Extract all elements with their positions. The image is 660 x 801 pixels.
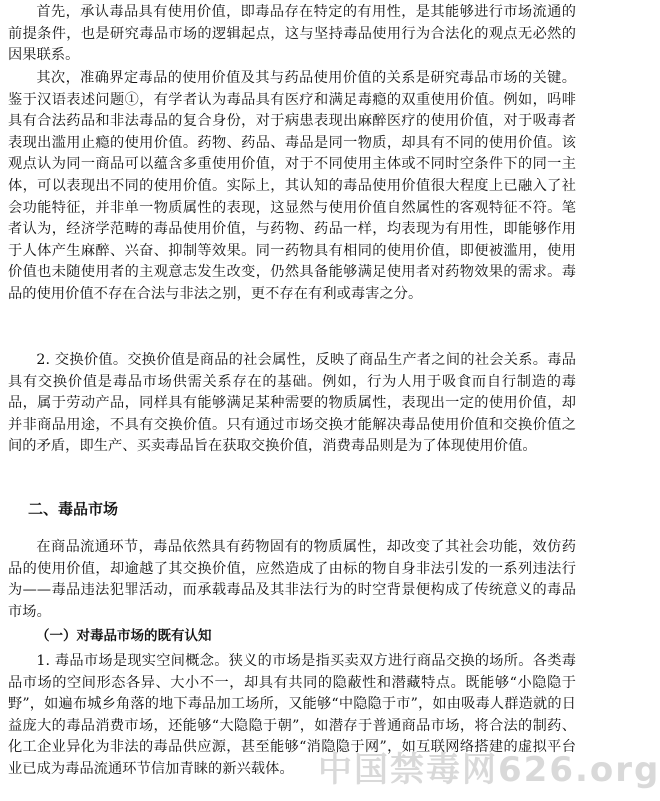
subsection-heading: （一）对毒品市场的既有认知 bbox=[36, 628, 212, 644]
section-heading: 二、毒品市场 bbox=[28, 500, 119, 518]
paragraph-use-value-definition: 其次，准确界定毒品的使用价值及其与药品使用价值的关系是研究毒品市场的关键。鉴于汉语表述问题①，有学者认为毒品具有医疗和满足毒瘾的双重使用价值。例如，吗啡具有合法药品和非法毒品的复合身份，对于病患表现出麻醉医疗的使用价值，对于吸毒者表现出滥用止瘾的使用价值。药物、药品、毒品是同一物质，却具有不同的使用价值。该观点认为同一商品可以蕴含多重使用价值，对于不同使用主体或不同时空条件下的同一主体，可以表现出不同的使用价值。实际上，其认知的毒品使用价值很大程度上已融入了社会功能特征，并非单一物质属性的表现，这显然与使用价值自然属性的客观特征不符。笔者认为，经济学范畴的毒品使用价值，与药物、药品一样，均表现为有用性，即能够作用于人体产生麻醉、兴奋、抑制等效果。同一药物具有相同的使用价值，即便被滥用，使用价值也未随使用者的主观意志发生改变，仍然具备能够满足使用者对药物效果的需求。毒品的使用价值不存在合法与非法之别，更不存在有利或毒害之分。 bbox=[8, 70, 576, 302]
paragraph-use-value-premise: 首先，承认毒品具有使用价值，即毒品存在特定的有用性，是其能够进行市场流通的前提条件，也是研究毒品市场的逻辑起点，这与坚持毒品使用行为合法化的观点无必然的因果联系。 bbox=[8, 4, 576, 64]
paragraph-drug-market-intro: 在商品流通环节，毒品依然具有药物固有的物质属性，却改变了其社会功能，效仿药品的使用价值，却逾越了其交换价值，应然造成了由标的物自身非法引发的一系列违法行为——毒品违法犯罪活动，而承载毒品及其非法行为的时空背景便构成了传统意义的毒品市场。 bbox=[8, 539, 576, 620]
paragraph-physical-space-market: 1. 毒品市场是现实空间概念。狭义的市场是指买卖双方进行商品交换的场所。各类毒品市场的空间形态各异、大小不一，却具有共同的隐蔽性和潜藏特点。既能够“小隐隐于野”，如遍布城乡角落的地下毒品加工场所，又能够“中隐隐于市”，如由吸毒人群造就的日益庞大的毒品消费市场，还能够“大隐隐于朝”，如潜存于普通商品市场，将合法的制药、化工企业异化为非法的毒品供应源，甚至能够“消隐隐于网”，如互联网络搭建的虚拟平台业已成为毒品流通环节信加青睐的新兴载体。 bbox=[8, 653, 576, 777]
site-watermark: 中国禁毒网626.org bbox=[318, 750, 660, 790]
paragraph-exchange-value: 2. 交换价值。交换价值是商品的社会属性，反映了商品生产者之间的社会关系。毒品具有交换价值是毒品市场供需关系存在的基础。例如，行为人用于吸食而自行制造的毒品，属于劳动产品，同样具有能够满足某种需要的物质属性，表现出一定的使用价值，却并非商品用途，不具有交换价值。只有通过市场交换才能解决毒品使用价值和交换价值之间的矛盾，即生产、买卖毒品旨在获取交换价值，消费毒品则是为了体现使用价值。 bbox=[8, 352, 576, 455]
